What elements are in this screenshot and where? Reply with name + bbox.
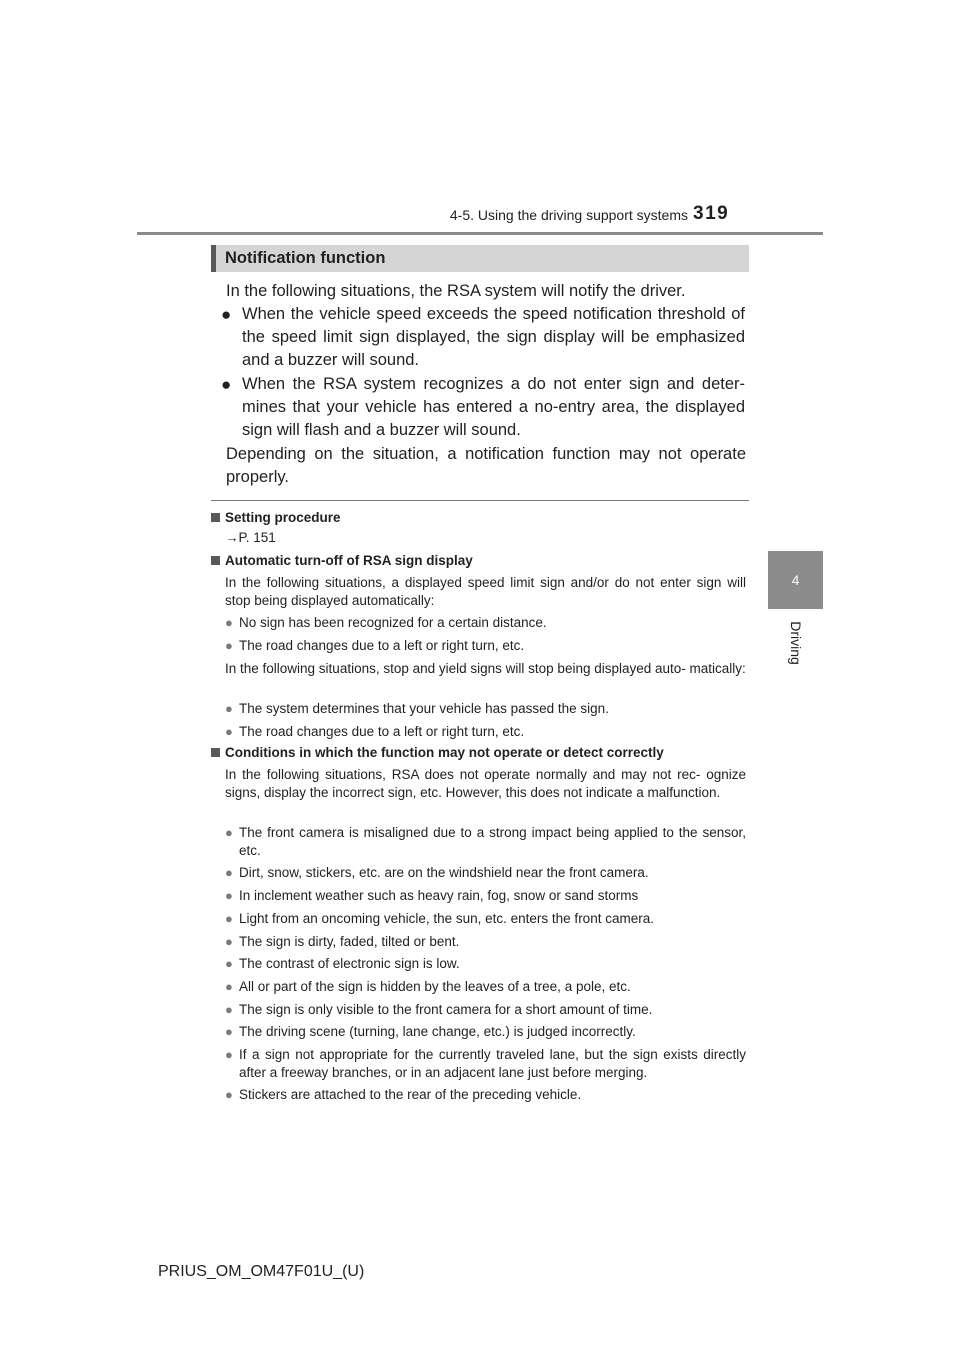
notification-heading-text: Notification function: [225, 249, 386, 267]
conditions-bullet: [225, 955, 746, 973]
auto-off-heading-text: Automatic turn-off of RSA sign display: [225, 553, 473, 568]
bullet-icon: ●: [225, 638, 233, 653]
notification-bullet-text: When the vehicle speed exceeds the speed notification threshold of the speed limit sign displayed, the sign display will be emphasized and a buzzer will sound.: [242, 305, 745, 369]
bullet-icon: ●: [225, 888, 233, 903]
auto-off-bullet: [225, 723, 746, 741]
bullet-icon: ●: [225, 615, 233, 630]
auto-off-para-1: In the following situations, a displayed speed limit sign and/or do not enter sign will stop being displayed automatically:: [225, 575, 746, 608]
conditions-heading-text: Conditions in which the function may not operate or detect correctly: [225, 745, 664, 760]
bullet-icon: ●: [225, 1047, 233, 1062]
auto-off-bullet-text: The system determines that your vehicle has passed the sign.: [239, 701, 609, 716]
auto-off-bullet: [225, 700, 746, 718]
chapter-tab-label: [768, 613, 823, 673]
bullet-icon: ●: [225, 865, 233, 880]
notification-intro: In the following situations, the RSA system will notify the driver.: [226, 282, 686, 300]
auto-off-bullet-text: No sign has been recognized for a certain distance.: [239, 615, 547, 630]
header-rule: [137, 232, 823, 235]
conditions-bullet: [225, 824, 746, 860]
conditions-bullet-text: Light from an oncoming vehicle, the sun, etc. enters the front camera.: [239, 911, 654, 926]
auto-off-bullet-text: The road changes due to a left or right turn, etc.: [239, 638, 525, 653]
conditions-bullet: [225, 1023, 746, 1041]
bullet-icon: ●: [225, 956, 233, 971]
conditions-bullet-text: The contrast of electronic sign is low.: [239, 956, 460, 971]
notification-note: Depending on the situation, a notification function may not operate properly.: [226, 445, 746, 486]
square-bullet-icon: [211, 513, 220, 522]
auto-off-bullet: [225, 614, 746, 632]
bullet-icon: ●: [221, 305, 232, 324]
setting-heading: [211, 510, 341, 525]
conditions-bullet-text: The driving scene (turning, lane change, etc.) is judged incorrectly.: [239, 1024, 636, 1039]
conditions-bullet: [225, 910, 746, 928]
auto-off-heading: [211, 553, 473, 568]
bullet-icon: ●: [225, 1002, 233, 1017]
conditions-bullet: [225, 1001, 746, 1019]
conditions-heading: [211, 745, 664, 760]
bullet-icon: ●: [225, 979, 233, 994]
conditions-bullet: [225, 864, 746, 882]
section-separator: [211, 500, 749, 501]
conditions-para: In the following situations, RSA does not operate normally and may not rec- ognize signs, display the incorrect sign, etc. However, this does not indicate a malfunction.: [225, 767, 746, 800]
notification-heading: [211, 245, 749, 272]
bullet-icon: ●: [225, 1024, 233, 1039]
page-number: 319: [693, 203, 730, 224]
auto-off-bullet-text: The road changes due to a left or right turn, etc.: [239, 724, 525, 739]
bullet-icon: ●: [225, 911, 233, 926]
auto-off-para-2: In the following situations, stop and yield signs will stop being displayed auto- matically:: [225, 661, 746, 676]
notification-bullet-1: [221, 303, 745, 372]
bullet-icon: ●: [225, 934, 233, 949]
conditions-bullet: [225, 933, 746, 951]
bullet-icon: ●: [225, 701, 233, 716]
conditions-bullet-text: In inclement weather such as heavy rain, fog, snow or sand storms: [239, 888, 639, 903]
setting-heading-text: Setting procedure: [225, 510, 341, 525]
arrow-icon: →: [225, 530, 239, 545]
bullet-icon: ●: [221, 375, 232, 394]
chapter-label-text: Driving: [787, 621, 804, 665]
bullet-icon: ●: [225, 1087, 233, 1102]
auto-off-bullet: [225, 637, 746, 655]
conditions-bullet: [225, 978, 746, 996]
conditions-bullet: [225, 1046, 746, 1082]
page-reference-link[interactable]: P. 151: [238, 530, 276, 545]
square-bullet-icon: [211, 556, 220, 565]
section-title: 4-5. Using the driving support systems: [449, 207, 688, 223]
notification-bullet-2: [221, 373, 745, 442]
conditions-bullet-text: The sign is only visible to the front camera for a short amount of time.: [239, 1002, 653, 1017]
conditions-bullet: [225, 887, 746, 905]
conditions-bullet-text: If a sign not appropriate for the currently traveled lane, but the sign exists directly after a freeway branches, or in an adjacent lane just before merging.: [239, 1047, 746, 1080]
chapter-tab-number: 4: [768, 551, 823, 609]
conditions-bullet-text: All or part of the sign is hidden by the leaves of a tree, a pole, etc.: [239, 979, 631, 994]
setting-reference[interactable]: [225, 530, 276, 545]
bullet-icon: ●: [225, 825, 233, 840]
conditions-bullet-text: Stickers are attached to the rear of the preceding vehicle.: [239, 1087, 582, 1102]
document-code: PRIUS_OM_OM47F01U_(U): [158, 1263, 365, 1280]
conditions-bullet-text: The sign is dirty, faded, tilted or bent.: [239, 934, 460, 949]
bullet-icon: ●: [225, 724, 233, 739]
square-bullet-icon: [211, 748, 220, 757]
conditions-bullet-text: The front camera is misaligned due to a strong impact being applied to the sensor, etc.: [239, 825, 746, 858]
notification-bullet-text: When the RSA system recognizes a do not enter sign and deter- mines that your vehicle has entered a no-entry area, the displayed sign will flash and a buzzer will sound.: [242, 375, 745, 439]
conditions-bullet: [225, 1086, 746, 1104]
conditions-bullet-text: Dirt, snow, stickers, etc. are on the windshield near the front camera.: [239, 865, 649, 880]
